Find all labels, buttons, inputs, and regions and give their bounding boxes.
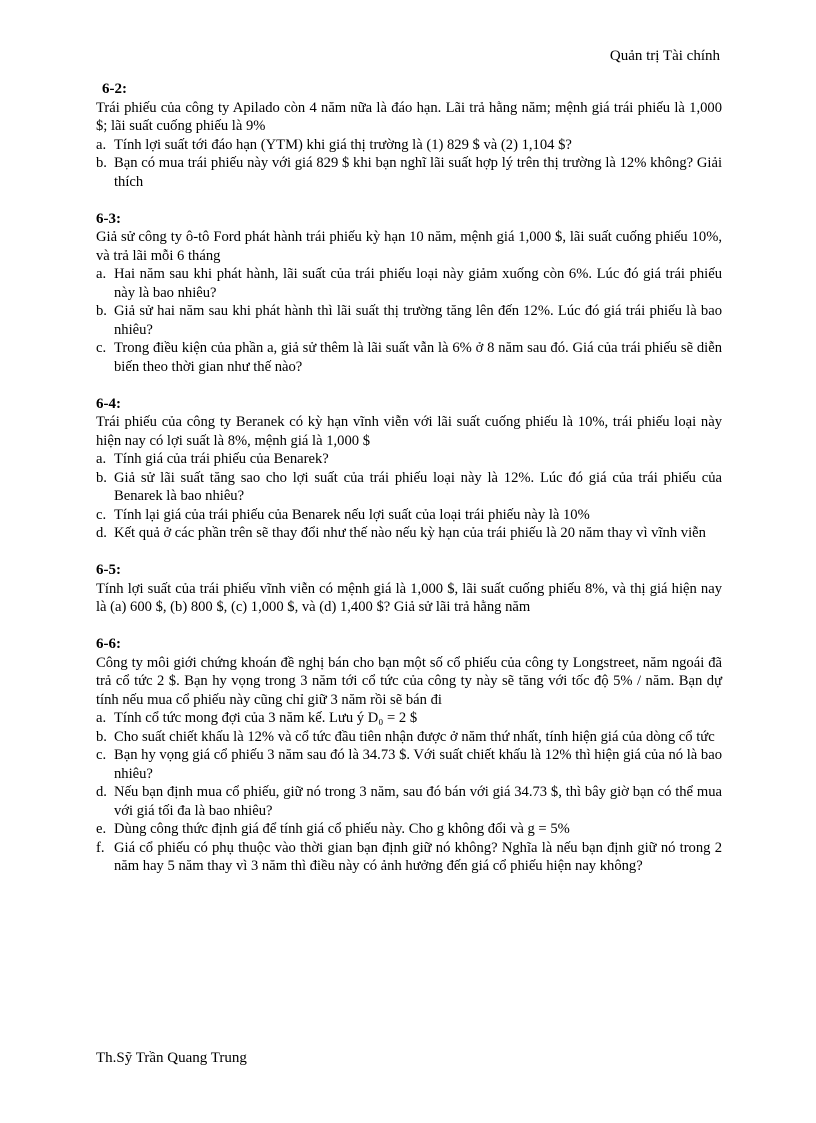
item-marker: a. bbox=[96, 710, 107, 726]
page-footer: Th.Sỹ Trần Quang Trung bbox=[96, 1050, 247, 1066]
item-text: Hai năm sau khi phát hành, lãi suất của trái phiếu loại này giảm xuống còn 6%. Lúc đó giá trái phiếu này là bao nhiêu? bbox=[114, 266, 722, 301]
exercise-item bbox=[96, 839, 722, 876]
item-marker: c. bbox=[96, 340, 107, 356]
exercise-item bbox=[96, 524, 722, 543]
item-marker: a. bbox=[96, 136, 107, 153]
exercise-item-list bbox=[96, 136, 722, 192]
exercise-section bbox=[96, 561, 722, 617]
item-text: Tính lại giá của trái phiếu của Benarek nếu lợi suất của loại trái phiếu này là 10% bbox=[114, 506, 590, 523]
exercise-heading: 6-2: bbox=[102, 81, 127, 97]
item-marker: e. bbox=[96, 821, 107, 837]
exercise-item bbox=[96, 783, 722, 820]
item-marker: b. bbox=[96, 728, 107, 745]
item-marker: b. bbox=[96, 155, 107, 171]
item-marker: b. bbox=[96, 469, 107, 486]
item-text: Bạn hy vọng giá cổ phiếu 3 năm sau đó là 34.73 $. Với suất chiết khấu là 12% thì hiện giá của nó là bao nhiêu? bbox=[114, 747, 722, 782]
exercise-heading: 6-5: bbox=[96, 562, 121, 578]
item-text: Dùng công thức định giá để tính giá cổ phiếu này. Cho g không đổi và g = 5% bbox=[114, 821, 570, 837]
exercise-item-list bbox=[96, 265, 722, 376]
item-text: Cho suất chiết khấu là 12% và cổ tức đầu tiên nhận được ở năm thứ nhất, tính hiện giá của dòng cổ tức bbox=[114, 728, 715, 745]
document-body bbox=[96, 80, 722, 894]
item-text: Tính cổ tức mong đợi của 3 năm kế. Lưu ý D₀ = 2 $ bbox=[114, 710, 418, 726]
item-marker: b. bbox=[96, 303, 107, 319]
exercise-item-list bbox=[96, 450, 722, 543]
exercise-section bbox=[96, 395, 722, 543]
exercise-item bbox=[96, 154, 722, 191]
item-text: Kết quả ở các phần trên sẽ thay đổi như thế nào nếu kỳ hạn của trái phiếu là 20 năm thay vì vĩnh viễn bbox=[114, 525, 706, 541]
exercise-item bbox=[96, 820, 722, 839]
exercise-paragraph: Trái phiếu của công ty Apilado còn 4 năm nữa là đáo hạn. Lãi trả hằng năm; mệnh giá trái phiếu là 1,000 $; lãi suất cuống phiếu là 9% bbox=[96, 99, 722, 134]
exercise-item bbox=[96, 302, 722, 339]
item-marker: a. bbox=[96, 451, 107, 467]
exercise-item bbox=[96, 506, 722, 525]
exercise-paragraph: Trái phiếu của công ty Beranek có kỳ hạn vĩnh viễn với lãi suất cuống phiếu là 10%, trái phiếu loại này hiện nay có lợi suất là 8%, mệnh giá là 1,000 $ bbox=[96, 414, 722, 449]
exercise-item bbox=[96, 136, 722, 155]
page-header: Quản trị Tài chính bbox=[609, 48, 720, 64]
exercise-paragraph: Giả sử công ty ô-tô Ford phát hành trái phiếu kỳ hạn 10 năm, mệnh giá 1,000 $, lãi suất cuống phiếu 10%, và trả lãi mỗi 6 tháng bbox=[96, 229, 722, 264]
item-text: Tính giá của trái phiếu của Benarek? bbox=[114, 451, 329, 467]
exercise-item bbox=[96, 450, 722, 469]
exercise-section bbox=[96, 210, 722, 377]
exercise-item bbox=[96, 469, 722, 506]
item-text: Nếu bạn định mua cổ phiếu, giữ nó trong 3 năm, sau đó bán với giá 34.73 $, thì bây giờ bạn có thể mua với giá tối đa là bao nhiêu? bbox=[114, 784, 722, 819]
exercise-paragraph: Công ty môi giới chứng khoán đề nghị bán cho bạn một số cổ phiếu của công ty Longstreet, năm ngoái đã trả cổ tức 2 $. Bạn hy vọng trong 3 năm tới cổ tức của công ty này sẽ tăng với tốc độ 5% / năm. Bạn dự tính nếu mua cổ phiếu này cũng chỉ giữ 3 năm rồi sẽ bán đi bbox=[96, 654, 722, 708]
exercise-item bbox=[96, 339, 722, 376]
item-text: Trong điều kiện của phần a, giả sử thêm là lãi suất vẫn là 6% ở 8 năm sau đó. Giá của trái phiếu sẽ diễn biến theo thời gian như thế nào? bbox=[114, 340, 722, 375]
exercise-heading: 6-6: bbox=[96, 636, 121, 652]
exercise-paragraph: Tính lợi suất của trái phiếu vĩnh viễn có mệnh giá là 1,000 $, lãi suất cuống phiếu 8%, và thị giá hiện nay là (a) 600 $, (b) 800 $, (c) 1,000 $, và (d) 1,400 $? Giả sử lãi trả hằng năm bbox=[96, 580, 722, 615]
exercise-section bbox=[96, 80, 722, 191]
exercise-section bbox=[96, 635, 722, 876]
exercise-heading: 6-4: bbox=[96, 395, 121, 412]
item-marker: a. bbox=[96, 266, 107, 282]
item-text: Bạn có mua trái phiếu này với giá 829 $ khi bạn nghĩ lãi suất hợp lý trên thị trường là 12% không? Giải thích bbox=[114, 155, 722, 190]
exercise-item bbox=[96, 728, 722, 747]
item-marker: d. bbox=[96, 784, 107, 800]
item-text: Giả sử lãi suất tăng sao cho lợi suất của trái phiếu loại này là 12%. Lúc đó giá của trái phiếu của Benarek là bao nhiêu? bbox=[114, 469, 722, 504]
exercise-item-list bbox=[96, 709, 722, 876]
exercise-heading: 6-3: bbox=[96, 210, 121, 227]
exercise-item bbox=[96, 265, 722, 302]
item-text: Tính lợi suất tới đáo hạn (YTM) khi giá thị trường là (1) 829 $ và (2) 1,104 $? bbox=[114, 136, 572, 153]
exercise-item bbox=[96, 746, 722, 783]
item-marker: c. bbox=[96, 747, 107, 763]
item-marker: c. bbox=[96, 506, 107, 523]
item-text: Giá cổ phiếu có phụ thuộc vào thời gian bạn định giữ nó không? Nghĩa là nếu bạn định giữ nó trong 2 năm hay 5 năm thay vì 3 năm thì điều này có ảnh hưởng đến giá cổ phiếu hiện nay không? bbox=[114, 839, 722, 874]
exercise-item bbox=[96, 709, 722, 728]
item-marker: d. bbox=[96, 525, 107, 541]
item-text: Giả sử hai năm sau khi phát hành thì lãi suất thị trường tăng lên đến 12%. Lúc đó giá trái phiếu là bao nhiêu? bbox=[114, 303, 722, 338]
item-marker: f. bbox=[96, 839, 105, 856]
